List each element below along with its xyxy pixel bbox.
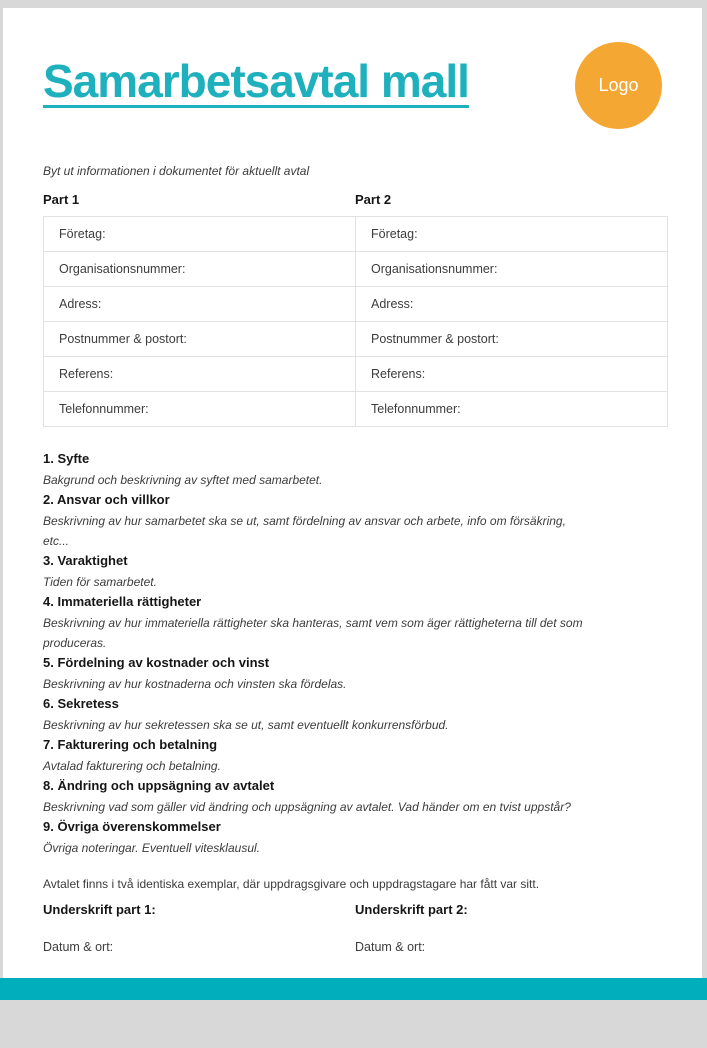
- logo-badge: [575, 42, 662, 129]
- table-row: [44, 357, 668, 392]
- section-body-6: Beskrivning av hur sekretessen ska se ut, samt eventuellt konkurrensförbud.: [43, 718, 449, 732]
- date-part1-label: Datum & ort:: [43, 940, 114, 954]
- field-cell-part1-postnummer: Postnummer & postort:: [44, 322, 356, 357]
- section-body-3: Tiden för samarbetet.: [43, 575, 157, 589]
- document-page: [3, 8, 702, 1000]
- table-row: [44, 322, 668, 357]
- field-cell-part2-telefonnummer: Telefonnummer:: [356, 392, 668, 427]
- section-body-9: Övriga noteringar. Eventuell vitesklausul.: [43, 841, 260, 855]
- table-row: [44, 217, 668, 252]
- section-heading-3: 3. Varaktighet: [43, 553, 128, 568]
- field-cell-part2-foretag: Företag:: [356, 217, 668, 252]
- agreement-sections: [43, 451, 668, 858]
- section-heading-9: 9. Övriga överenskommelser: [43, 819, 221, 834]
- section-body-4: Beskrivning av hur immateriella rättigheter ska hanteras, samt vem som äger rättigheterna till det som produceras.: [43, 616, 583, 650]
- section-body-7: Avtalad fakturering och betalning.: [43, 759, 221, 773]
- section-body-5: Beskrivning av hur kostnaderna och vinsten ska fördelas.: [43, 677, 347, 691]
- table-row: [44, 287, 668, 322]
- table-row: [44, 252, 668, 287]
- field-cell-part2-referens: Referens:: [356, 357, 668, 392]
- section-heading-7: 7. Fakturering och betalning: [43, 737, 218, 752]
- closing-statement: Avtalet finns i två identiska exemplar, där uppdragsgivare och uppdragstagare har fått var sitt.: [43, 877, 540, 891]
- field-cell-part2-adress: Adress:: [356, 287, 668, 322]
- field-cell-part1-referens: Referens:: [44, 357, 356, 392]
- field-cell-part1-orgnummer: Organisationsnummer:: [44, 252, 356, 287]
- document-header: [43, 56, 668, 106]
- logo-text: Logo: [598, 75, 639, 95]
- page-title: Samarbetsavtal mall: [43, 55, 469, 107]
- party-headers: [43, 192, 668, 207]
- part2-header: Part 2: [355, 192, 392, 207]
- section-body-2: Beskrivning av hur samarbetet ska se ut, samt fördelning av ansvar och arbete, info om försäkring, etc...: [43, 514, 566, 548]
- table-row: [44, 392, 668, 427]
- section-heading-6: 6. Sekretess: [43, 696, 119, 711]
- section-body-8: Beskrivning vad som gäller vid ändring och uppsägning av avtalet. Vad händer om en tvist uppstår?: [43, 800, 571, 814]
- field-cell-part1-telefonnummer: Telefonnummer:: [44, 392, 356, 427]
- document-content: [3, 56, 702, 1048]
- section-body-1: Bakgrund och beskrivning av syftet med samarbetet.: [43, 473, 323, 487]
- section-heading-4: 4. Immateriella rättigheter: [43, 594, 202, 609]
- section-heading-5: 5. Fördelning av kostnader och vinst: [43, 655, 270, 670]
- section-heading-2: 2. Ansvar och villkor: [43, 492, 170, 507]
- part1-header: Part 1: [43, 192, 80, 207]
- section-heading-1: 1. Syfte: [43, 451, 90, 466]
- parties-table: [43, 216, 668, 427]
- date-part2-label: Datum & ort:: [355, 940, 426, 954]
- field-cell-part1-foretag: Företag:: [44, 217, 356, 252]
- field-cell-part2-postnummer: Postnummer & postort:: [356, 322, 668, 357]
- intro-note: Byt ut informationen i dokumentet för aktuellt avtal: [43, 164, 310, 178]
- footer-accent-bar: [0, 978, 707, 1000]
- date-labels: [43, 940, 668, 954]
- field-cell-part2-orgnummer: Organisationsnummer:: [356, 252, 668, 287]
- signature-part2-label: Underskrift part 2:: [355, 902, 468, 917]
- field-cell-part1-adress: Adress:: [44, 287, 356, 322]
- signature-part1-label: Underskrift part 1:: [43, 902, 156, 917]
- signature-labels: [43, 902, 668, 917]
- section-heading-8: 8. Ändring och uppsägning av avtalet: [43, 778, 275, 793]
